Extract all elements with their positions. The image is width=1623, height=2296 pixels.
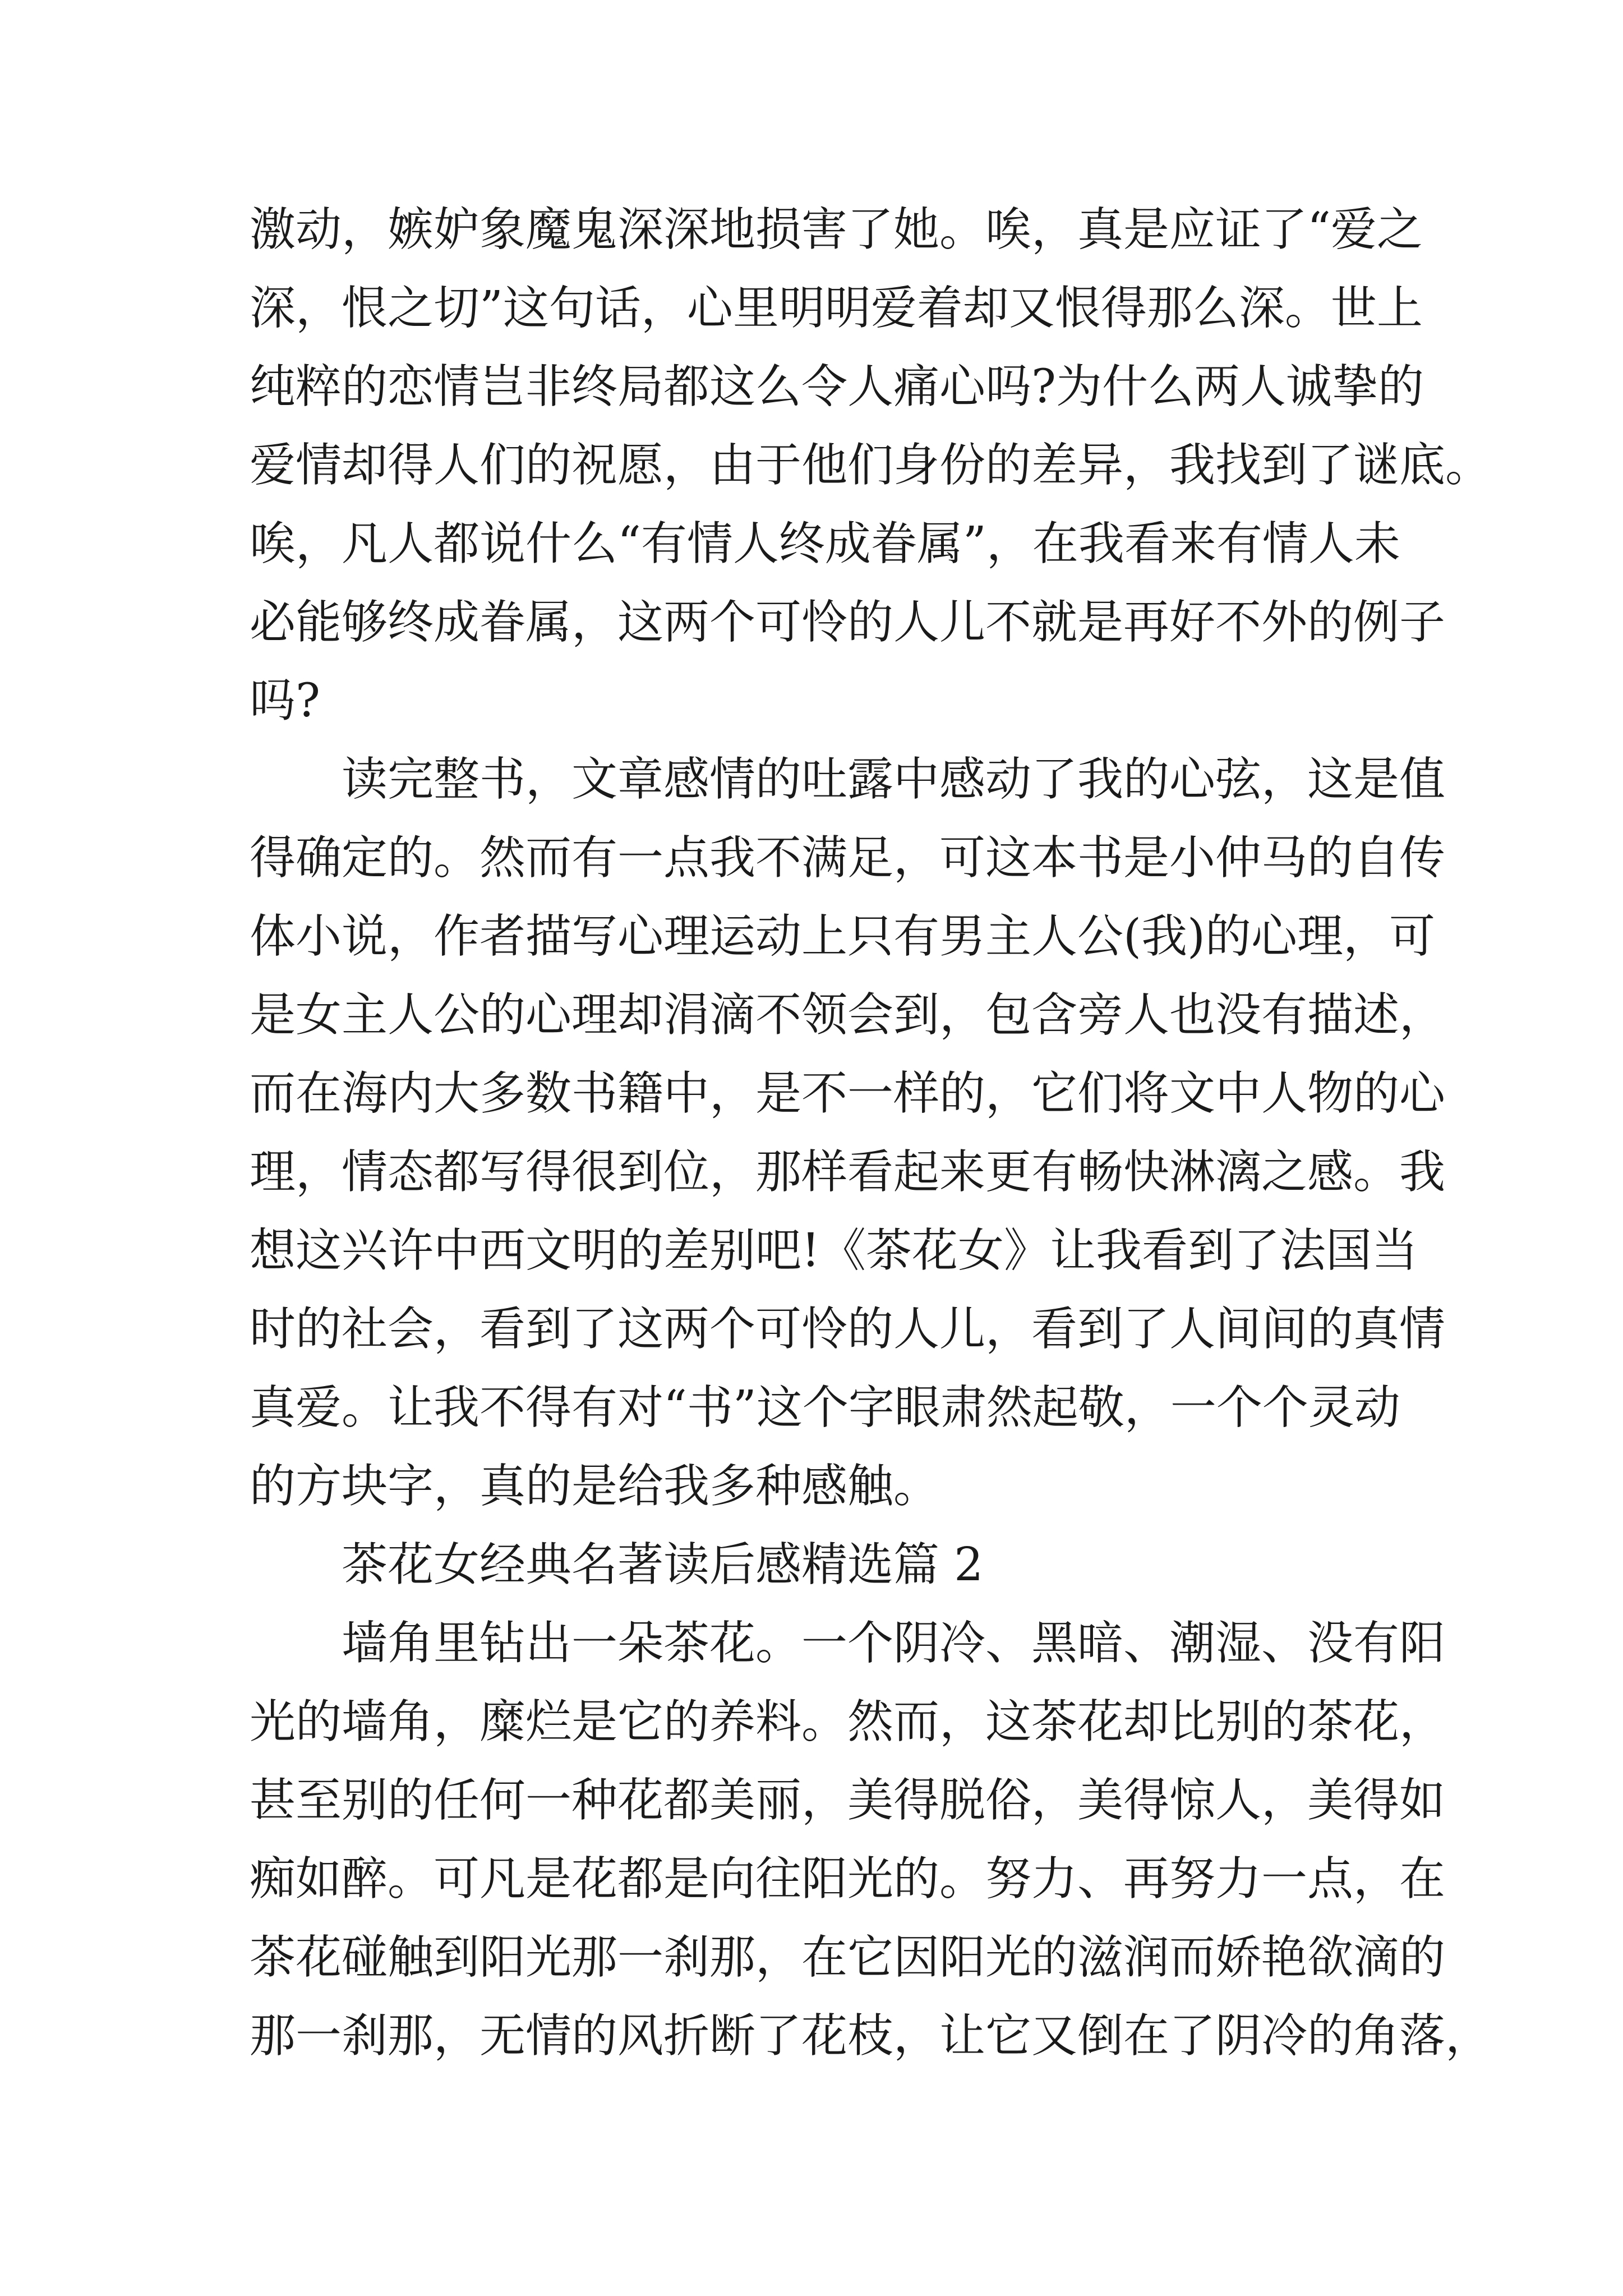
text-line: 甚至别的任何一种花都美丽，美得脱俗，美得惊人，美得如 [250, 1774, 1446, 1827]
text-line: 必能够终成眷属，这两个可怜的人儿不就是再好不外的例子 [250, 596, 1446, 649]
text-line: 体小说，作者描写心理运动上只有男主人公(我)的心理，可 [250, 910, 1435, 963]
text-line: 痴如醉。可凡是花都是向往阳光的。努力、再努力一点，在 [250, 1852, 1446, 1906]
paragraph-start-line: 墙角里钻出一朵茶花。一个阴冷、黑暗、潮湿、没有阳 [342, 1617, 1446, 1670]
paragraph-start-line: 读完整书，文章感情的吐露中感动了我的心弦，这是值 [342, 753, 1446, 806]
text-line: 唉，凡人都说什么“有情人终成眷属”，在我看来有情人未 [250, 517, 1400, 570]
section-heading: 茶花女经典名著读后感精选篇 2 [342, 1538, 984, 1591]
text-line: 是女主人公的心理却涓滴不领会到，包含旁人也没有描述， [250, 988, 1446, 1042]
text-line: 光的墙角，糜烂是它的养料。然而，这茶花却比别的茶花， [250, 1695, 1446, 1749]
text-line: 而在海内大多数书籍中，是不一样的，它们将文中人物的心 [250, 1067, 1446, 1120]
text-line: 那一刹那，无情的风折断了花枝，让它又倒在了阴冷的角落， [250, 2009, 1492, 2063]
text-line: 爱情却得人们的祝愿，由于他们身份的差异，我找到了谜底。 [250, 439, 1492, 492]
text-line: 深，恨之切”这句话，心里明明爱着却又恨得那么深。世上 [250, 282, 1423, 335]
text-line: 时的社会，看到了这两个可怜的人儿，看到了人间间的真情 [250, 1303, 1446, 1356]
text-line: 吗? [250, 674, 320, 728]
text-line: 想这兴许中西文明的差别吧!《茶花女》让我看到了法国当 [250, 1224, 1418, 1277]
text-line: 激动，嫉妒象魔鬼深深地损害了她。唉，真是应证了“爱之 [250, 203, 1423, 256]
text-line: 茶花碰触到阳光那一刹那，在它因阳光的滋润而娇艳欲滴的 [250, 1931, 1446, 1984]
text-line: 纯粹的恋情岂非终局都这么令人痛心吗?为什么两人诚挚的 [250, 360, 1424, 413]
text-line: 的方块字，真的是给我多种感触。 [250, 1460, 940, 1513]
text-line: 理，情态都写得很到位，那样看起来更有畅快淋漓之感。我 [250, 1145, 1446, 1199]
text-line: 得确定的。然而有一点我不满足，可这本书是小仲马的自传 [250, 831, 1446, 885]
text-line: 真爱。让我不得有对“书”这个字眼肃然起敬，一个个灵动 [250, 1381, 1400, 1434]
